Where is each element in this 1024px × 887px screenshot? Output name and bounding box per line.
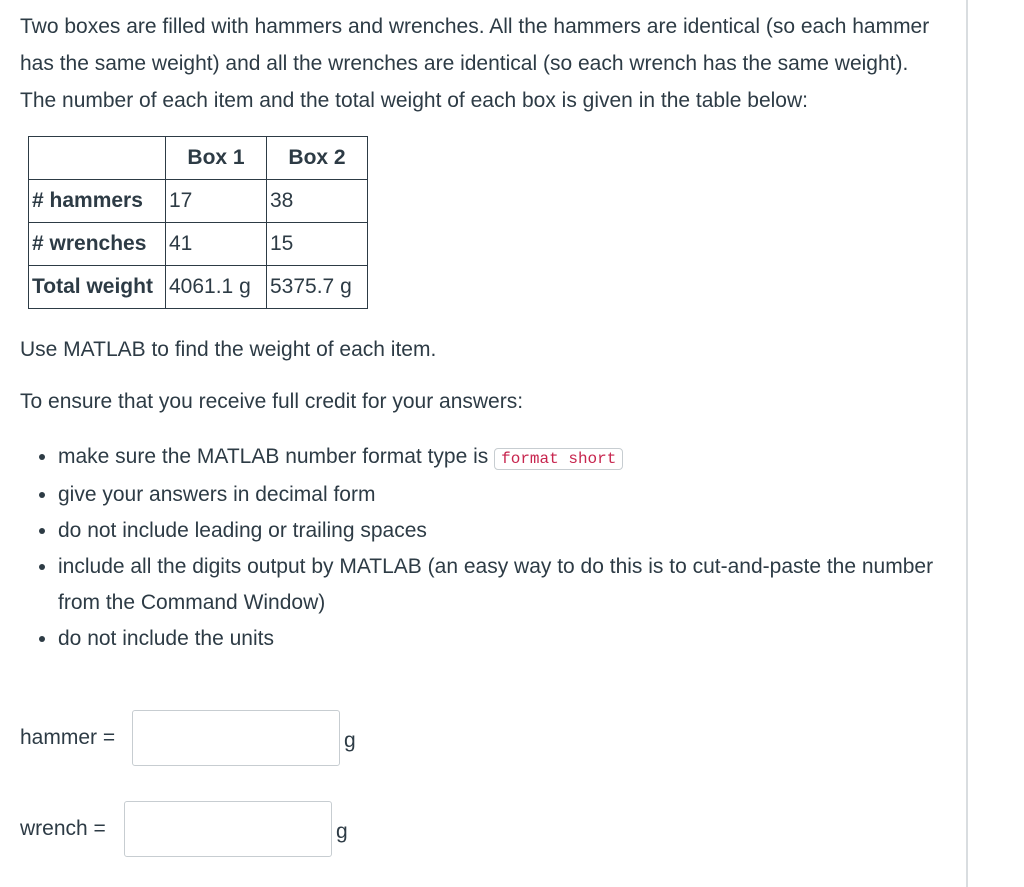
row-label: # wrenches [29,223,166,266]
table-cell: 5375.7 g [267,266,368,309]
hammer-label: hammer = [20,726,116,749]
question-body [20,8,945,657]
table-header-cell: Box 1 [166,137,267,180]
table-header-cell: Box 2 [267,137,368,180]
credit-note: To ensure that you receive full credit for your answers: [20,390,524,413]
list-item: • include all the digits output by MATLAB (an easy way to do this is to cut-and-paste the number from the Command Window) [58,549,938,621]
instruction-text: Use MATLAB to find the weight of each item. [20,338,437,361]
table-header-row [29,137,368,180]
table-cell: 15 [267,223,368,266]
list-item [58,439,938,477]
wrench-input[interactable] [124,801,332,857]
row-label: Total weight [29,266,166,309]
rule-text: make sure the MATLAB number format type is [58,445,489,468]
table-cell: 4061.1 g [166,266,267,309]
table-row [29,180,368,223]
table-cell: 41 [166,223,267,266]
right-divider [966,0,968,887]
table-cell: 17 [166,180,267,223]
hammer-unit: g [344,729,356,752]
wrench-answer-row [20,801,380,857]
items-table [28,136,368,309]
table-cell: 38 [267,180,368,223]
format-code: format short [494,448,623,470]
list-item: • give your answers in decimal form [58,477,938,513]
table-row [29,223,368,266]
rules-list [20,439,938,657]
list-item: • do not include leading or trailing spaces [58,513,938,549]
table-header-cell [29,137,166,180]
hammer-input[interactable] [132,710,340,766]
table-row [29,266,368,309]
wrench-unit: g [336,820,348,843]
question-intro: Two boxes are filled with hammers and wrenches. All the hammers are identical (so each hammer has the same weight) and all the wrenches are identical (so each wrench has the same weight). The number of each item and the total weight of each box is given in the table below: [20,15,930,112]
row-label: # hammers [29,180,166,223]
wrench-label: wrench = [20,817,106,840]
hammer-answer-row [20,710,380,766]
list-item: • do not include the units [58,621,938,657]
